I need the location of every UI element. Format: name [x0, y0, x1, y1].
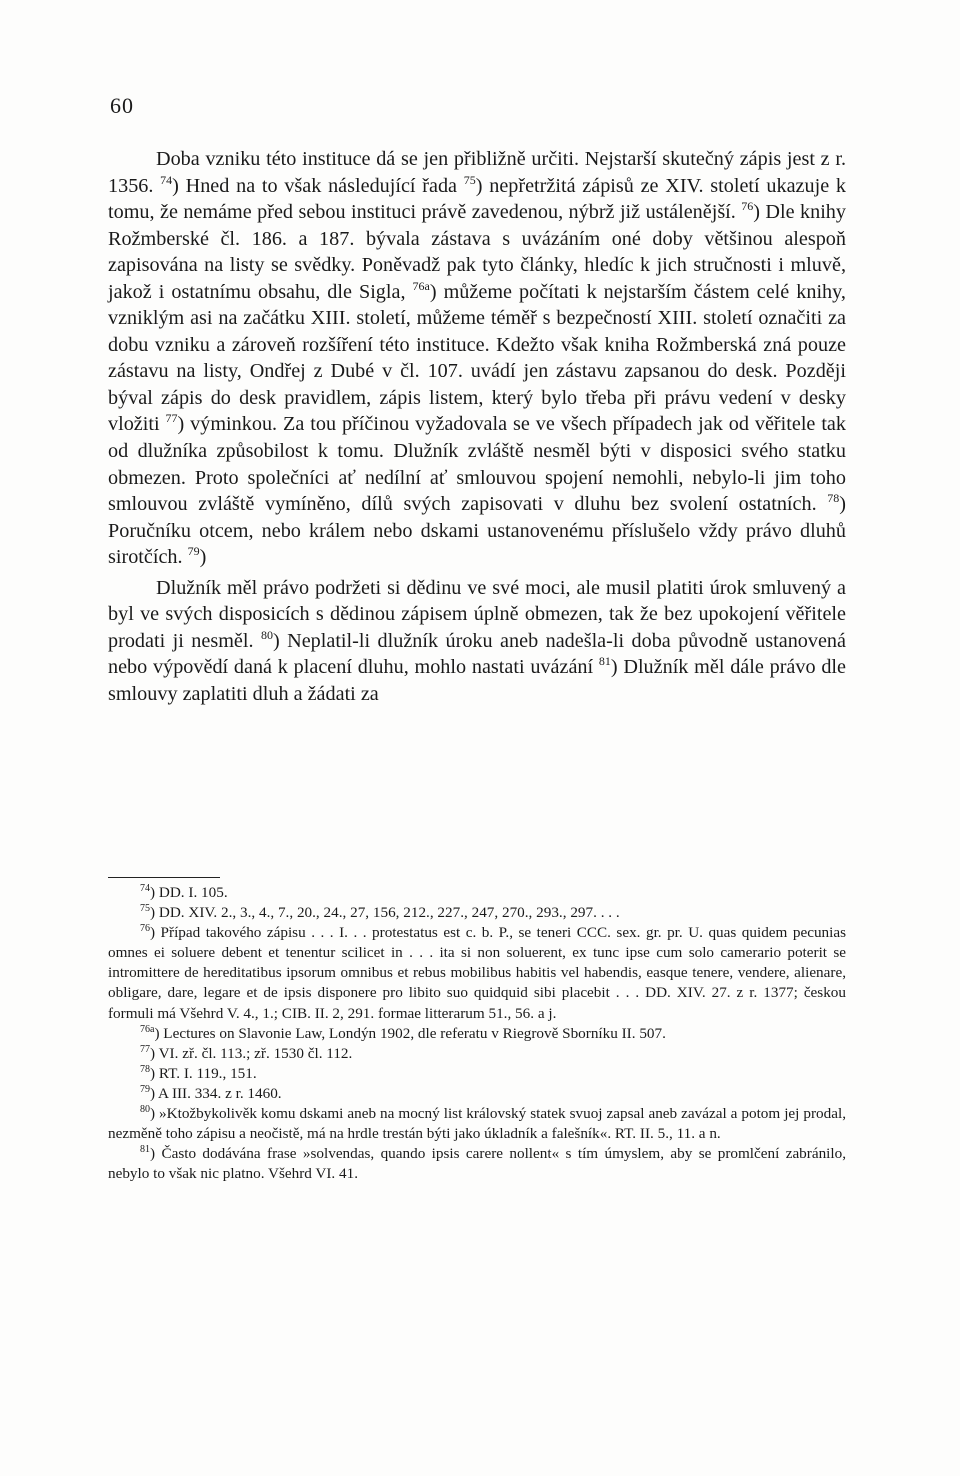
body-text: Dlužník měl právo podržeti si dědinu ve své moci, ale musil platiti úrok smluvený a byl ve svých disposicích s dědinou zápisem úplně obmezen, tak že bez upokojení věřitele prodati ji nesměl.	[108, 576, 846, 652]
footnote	[108, 1044, 846, 1064]
main-text	[108, 146, 846, 707]
footnotes	[108, 883, 846, 1184]
footnote-text: ) Lectures on Slavonie Law, Londýn 1902, dle referatu v Riegrově Sborníku II. 507.	[154, 1024, 666, 1042]
footnote-mark: 75	[140, 903, 150, 915]
footnote-text: ) VI. zř. čl. 113.; zř. 1530 čl. 112.	[150, 1044, 353, 1062]
footnote	[108, 903, 846, 923]
body-text: )	[199, 546, 207, 569]
footnote	[108, 1024, 846, 1044]
footnote-mark: 77	[140, 1043, 150, 1055]
footnote-text: ) A III. 334. z r. 1460.	[150, 1084, 282, 1102]
footnote-reference: 76a	[412, 278, 430, 293]
footnote-reference: 79	[187, 544, 200, 559]
footnote-text: ) DD. I. 105.	[150, 884, 228, 901]
body-text: ) Neplatil-li dlužník úroku aneb nadešla-li doba původně ustanovená nebo výpovědí daná k placení dluhu, mohlo nastati uvázání	[108, 629, 846, 679]
footnote-text: ) RT. I. 119., 151.	[150, 1064, 257, 1082]
footnote-text: ) Často dodávána frase »solvendas, quando ipsis carere nollent« s tím úmyslem, aby se promlčení zabránilo, nebylo to však nic platno. Všehrd VI. 41.	[108, 1145, 846, 1183]
footnote	[108, 923, 846, 1023]
footnote	[108, 1104, 846, 1144]
footnote-mark: 76	[140, 923, 150, 935]
body-text: ) Hned na to však následující řada	[172, 174, 464, 197]
body-text: Doba vzniku této instituce dá se jen přibližně určiti. Nejstarší skutečný zápis jest z r. 1356.	[108, 148, 846, 197]
footnote	[108, 1144, 846, 1184]
footnote-mark: 76a	[140, 1023, 155, 1035]
footnote-reference: 78	[827, 491, 840, 506]
footnote	[108, 883, 846, 903]
footnote-mark: 79	[140, 1083, 150, 1095]
footnote-mark: 74	[140, 883, 150, 894]
footnote-text: ) »Ktožbykolivěk komu dskami aneb na mocný list královský statek svuoj zapsal aneb zavázal a potom jej prodal, nezměně toho zápisu a neočistě, má na hrdle trestán býti jako úkladník a falešník«. RT. II. 5., 11. a n.	[108, 1105, 846, 1143]
body-text: ) Poručníku otcem, nebo králem nebo dskami ustanovenému příslušelo vždy právo dluhů sirotčích.	[108, 493, 846, 569]
page-number: 60	[110, 93, 134, 118]
footnote-reference: 80	[260, 627, 273, 642]
footnote-reference: 81	[598, 654, 611, 669]
footnote-reference: 75	[463, 172, 476, 187]
footnote-reference: 77	[165, 411, 178, 426]
footnote	[108, 1084, 846, 1104]
footnote-mark: 81	[140, 1144, 150, 1156]
footnote-text: ) Případ takového zápisu . . . I. . . protestatus est c. b. P., se teneri CCC. sex. gr. pr. U. quas quidem pecunias omnes ei soluere debent et tenentur scilicet in . . . ita si non soluerent, ex tunc ipse cum solo camerario poterit se intromittere de hereditatibus ipsorum omnibus et rebus mobilibus habitis vel habendis, easque tenere, vendere, alienare, obligare, dare, legare et de ipsis disponere pro libito suo quidquid sibi placebit . . . DD. XIV. 27. z r. 1377; českou formuli má Všehrd V. 4., 1.; CIB. II. 2, 291. formae litterarum 51., 56. a j.	[108, 924, 846, 1022]
footnote-reference: 74	[160, 172, 173, 187]
footnote	[108, 1064, 846, 1084]
footnote-text: ) DD. XIV. 2., 3., 4., 7., 20., 24., 27, 156, 212., 227., 247, 270., 293., 297. . . .	[150, 904, 620, 922]
body-text: ) můžeme počítati k nejstarším částem celé knihy, vzniklým asi na začátku XIII. století, můžeme téměř s bezpečností XIII. století označiti za dobu vzniku a zároveň rozšíření této instituce. Kdežto však kniha Rožmberská zná pouze zástavu na listy, Ondřej z Dubé v čl. 107. uvádí jen zástavu zapsanou do desk. Později býval zápis do desk pravidlem, zápis listem, který bylo třeba při právu vedení v desky vložiti	[108, 280, 846, 436]
footnote-reference: 76	[741, 199, 754, 214]
footnote-divider	[108, 877, 220, 878]
footnote-mark: 78	[140, 1063, 150, 1075]
body-paragraph	[108, 146, 846, 571]
body-text: ) Dlužník měl dále právo dle smlouvy zaplatiti dluh a žádati za	[108, 656, 847, 705]
body-text: ) nepřetržitá zápisů ze XIV. století ukazuje k tomu, že nemáme před sebou instituci právě zavedenou, nýbrž již ustálenější.	[108, 174, 846, 224]
body-text: ) výminkou. Za tou příčinou vyžadovala se ve všech případech jak od věřitele tak od dlužníka způsobilost k tomu. Dlužník zvláště nesměl býti v disposici svého statku obmezen. Proto společníci ať nedílní ať smlouvou spojení nemohli, nebylo-li jim toho smlouvou zvláště vymíněno, dílů svých zapisovati v dluhu bez svolení ostatních.	[108, 413, 846, 516]
footnote-mark: 80	[140, 1104, 150, 1116]
body-text: ) Dle knihy Rožmberské čl. 186. a 187. bývala zástava s uvázáním oné doby většinou alespoň zapisována na listy se svědky. Poněvadž pak tyto články, hledíc k jich stručnosti i mluvě, jakož i ostatnímu obsahu, dle Sigla,	[108, 201, 846, 303]
body-paragraph	[108, 575, 846, 708]
